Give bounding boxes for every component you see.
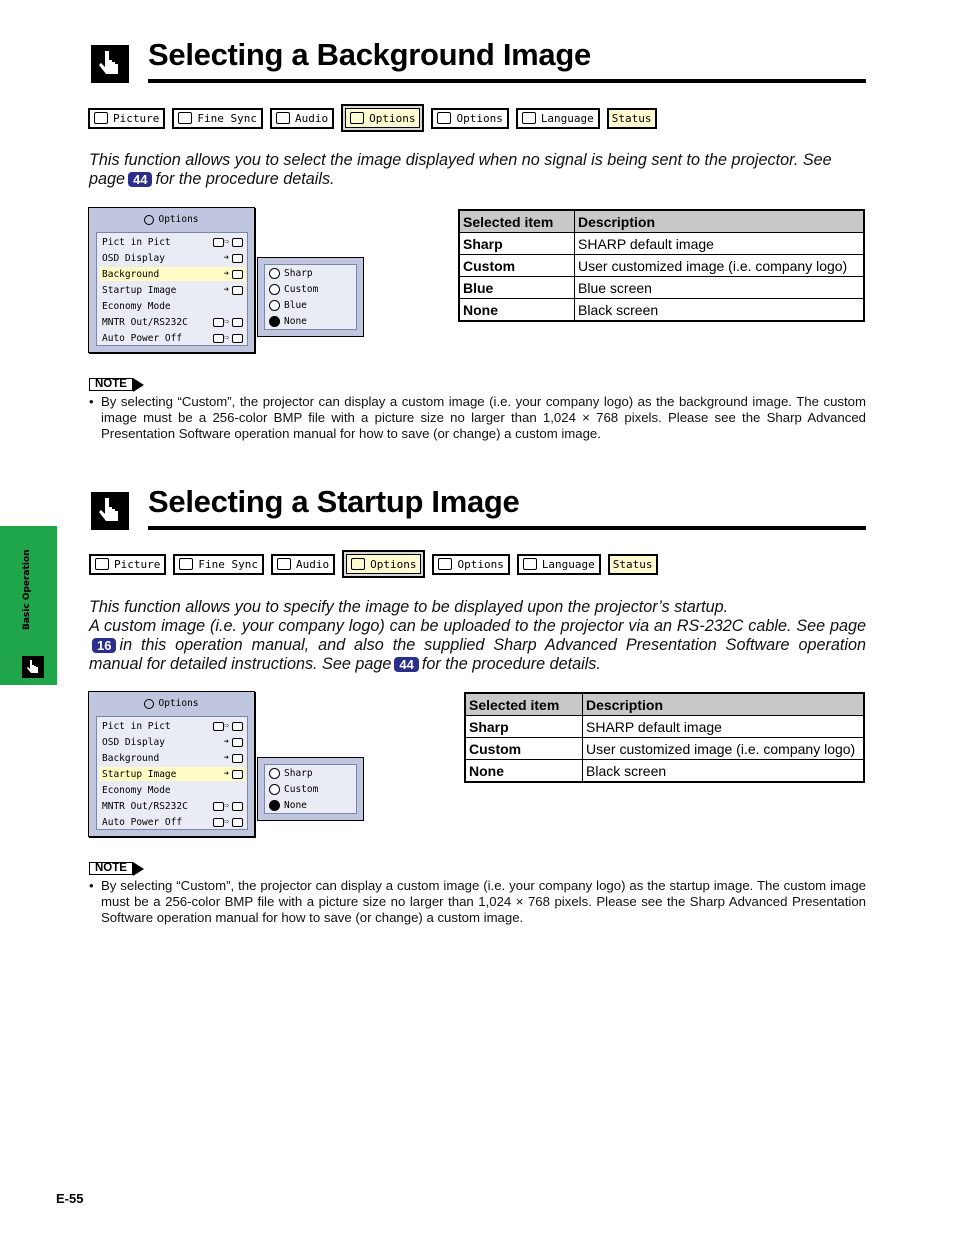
options-menu-screenshot [88,691,255,837]
menu-tab-label: Status [611,111,652,125]
submenu-option[interactable] [267,298,354,312]
menu-tab-picture[interactable] [88,108,165,129]
option-image-icon [269,800,280,811]
menu-tab-bar [88,104,664,132]
menu-tab-bar [89,550,665,578]
setting-box-icon [232,286,243,295]
table-cell-item: None [459,299,575,322]
osd-menu-item-label: MNTR Out/RS232C [102,316,188,328]
osd-menu-item[interactable] [99,767,245,781]
options-icon [144,215,154,225]
menu-tab-label: Fine Sync [198,557,258,571]
osd-menu-item-label: Background [102,268,160,280]
option-image-icon [269,300,280,311]
osd-menu-item-label: Pict in Pict [102,720,171,732]
submenu-option-label: Blue [284,299,307,311]
menu-tab-status[interactable] [607,108,657,129]
osd-menu-item-label: Pict in Pict [102,236,171,248]
table-header-cell: Description [575,210,865,233]
submenu-option[interactable] [267,266,354,280]
menu-tab-label: Language [540,111,594,125]
osd-item-indicator [224,738,245,747]
menu-tab-fine-sync[interactable] [172,108,263,129]
setting-box-icon [232,722,243,731]
setting-box-icon [232,754,243,763]
osd-item-indicator [210,334,245,343]
table-cell-item: None [465,760,583,783]
submenu-option-label: None [284,799,307,811]
arrow-right-icon: ➔ [223,268,229,279]
setting-box-icon [213,334,224,343]
section-title-startup: Selecting a Startup Image [148,484,520,519]
chapter-label: Basic Operation [22,549,32,630]
arrow-right-icon: ⇨ [223,236,229,247]
table-header-row [465,693,864,716]
table-cell-item: Custom [459,255,575,277]
table-row [465,760,864,783]
option-image-icon [269,768,280,779]
menu-tab-audio[interactable] [270,108,334,129]
menu-tab-label: Status [612,557,653,571]
options-icon [350,112,364,124]
hand-pointer-icon [91,492,129,530]
menu-tab-audio[interactable] [271,554,335,575]
arrow-right-icon: ⇨ [223,800,229,811]
menu-tab-picture[interactable] [89,554,166,575]
page-ref-badge[interactable]: 44 [128,172,152,187]
osd-menu-item[interactable] [99,331,245,345]
table-row [465,716,864,738]
page-number: E-55 [56,1191,84,1206]
osd-menu-item[interactable] [99,799,245,813]
osd-menu-item[interactable] [99,751,245,765]
osd-menu-item-label: Auto Power Off [102,332,183,344]
osd-menu-item-label: OSD Display [102,252,165,264]
table-cell-item: Custom [465,738,583,760]
setting-box-icon [232,818,243,827]
osd-menu-item[interactable] [99,235,245,249]
options-icon [144,699,154,709]
osd-menu-item[interactable] [99,719,245,733]
menu-tab-label: Options [369,111,416,125]
startup-submenu-screenshot [257,757,364,821]
note-badge: NOTE [89,862,144,875]
arrow-right-icon: ⇨ [223,816,229,827]
menu-tab-label: Picture [114,557,161,571]
osd-menu-item[interactable] [99,815,245,829]
menu-tab-label: Picture [113,111,160,125]
intro-text-background: This function allows you to select the image displayed when no signal is being sent to the projector. See page 44 for the procedure details. [89,151,832,188]
osd-menu-item-label: Economy Mode [102,784,171,796]
menu-tab-label: Fine Sync [197,111,257,125]
intro-text-startup: This function allows you to specify the image to be displayed upon the projector’s startup. A custom image (i.e. your company logo) can be uploaded to the projector via an RS-232C cable. See page16 in this operation manual, and also the supplied Sharp Advanced Presentation Software operation manual for detailed instructions. See page 44 for the procedure details. [89,598,866,673]
setting-box-icon [232,334,243,343]
osd-title: Options [158,214,199,225]
options-icon [437,112,451,124]
osd-item-indicator [224,270,245,279]
osd-item-indicator [210,818,245,827]
menu-tab-fine-sync[interactable] [173,554,264,575]
osd-item-indicator [224,754,245,763]
osd-menu-item-label: OSD Display [102,736,165,748]
setting-box-icon [232,254,243,263]
note-badge: NOTE [89,378,144,391]
table-header-cell: Description [583,693,865,716]
language-icon [523,558,537,570]
fine-sync-icon [178,112,192,124]
bullet-icon: • [89,878,94,893]
table-cell-description: Black screen [583,760,865,783]
submenu-option[interactable] [267,782,354,796]
arrow-right-icon: ➔ [223,252,229,263]
osd-menu-item[interactable] [99,267,245,281]
bullet-icon: • [89,394,94,409]
setting-box-icon [213,802,224,811]
table-row [459,233,864,255]
table-cell-description: User customized image (i.e. company logo) [575,255,865,277]
menu-tab-options[interactable] [431,108,508,129]
options-menu-screenshot [88,207,255,353]
arrow-right-icon: ➔ [223,752,229,763]
submenu-option-label: Sharp [284,267,313,279]
setting-box-icon [232,738,243,747]
note-text-background: • By selecting “Custom”, the projector can display a custom image (i.e. your company logo) as the background image. The custom image must be a 256-color BMP file with a picture size no larger than 1,024 × 768 pixels. Please see the Sharp Advanced Presentation Software operation manual for how to save (or change) a custom image. [89,394,866,441]
submenu-option-label: None [284,315,307,327]
osd-panel [96,232,248,346]
menu-tab-label: Audio [294,111,329,125]
note-text-startup: • By selecting “Custom”, the projector can display a custom image (i.e. your company logo) as the startup image. The custom image must be a 256-color BMP file with a picture size no larger than 1,024 × 768 pixels. Please see the Sharp Advanced Presentation Software operation manual for how to save (or change) a custom image. [89,878,866,925]
fine-sync-icon [179,558,193,570]
submenu-option-label: Sharp [284,767,313,779]
setting-box-icon [232,270,243,279]
table-cell-description: Black screen [575,299,865,322]
table-cell-item: Blue [459,277,575,299]
submenu-option-label: Custom [284,283,319,295]
table-row [459,299,864,322]
submenu-panel [264,264,357,330]
osd-menu-item[interactable] [99,315,245,329]
osd-menu-item[interactable] [99,251,245,265]
submenu-option[interactable] [267,766,354,780]
osd-menu-item[interactable] [99,783,245,797]
table-header-cell: Selected item [459,210,575,233]
options-icon [351,558,365,570]
table-cell-description: Blue screen [575,277,865,299]
arrow-right-icon: ➔ [223,768,229,779]
table-row [459,277,864,299]
osd-menu-item-label: Background [102,752,160,764]
menu-tab-label: Audio [295,557,330,571]
setting-box-icon [232,238,243,247]
setting-box-icon [213,318,224,327]
option-image-icon [269,784,280,795]
note-arrow-icon [133,378,144,392]
speaker-icon [276,112,290,124]
table-cell-item: Sharp [465,716,583,738]
osd-item-indicator [210,722,245,731]
osd-menu-item-label: Startup Image [102,284,177,296]
menu-tab-options[interactable] [341,104,424,132]
note-arrow-icon [133,862,144,876]
option-image-icon [269,284,280,295]
menu-tab-label: Options [456,111,503,125]
submenu-option-label: Custom [284,783,319,795]
menu-tab-label: Language [541,557,595,571]
table-row [465,738,864,760]
submenu-option[interactable] [267,798,354,812]
section-title-background: Selecting a Background Image [148,37,591,72]
picture-icon [94,112,108,124]
osd-item-indicator [224,770,245,779]
osd-menu-item-label: Economy Mode [102,300,171,312]
arrow-right-icon: ⇨ [223,316,229,327]
picture-icon [95,558,109,570]
arrow-right-icon: ➔ [223,284,229,295]
table-cell-description: User customized image (i.e. company logo) [583,738,865,760]
background-submenu-screenshot [257,257,364,337]
osd-item-indicator [210,802,245,811]
setting-box-icon [213,818,224,827]
setting-box-icon [232,802,243,811]
startup-options-table [464,692,865,783]
table-cell-description: SHARP default image [575,233,865,255]
menu-tab-language[interactable] [517,554,601,575]
page-ref-badge[interactable]: 44 [394,657,418,672]
setting-box-icon [213,722,224,731]
title-rule [148,79,866,83]
osd-item-indicator [210,238,245,247]
arrow-right-icon: ⇨ [223,332,229,343]
osd-item-indicator [224,254,245,263]
menu-tab-language[interactable] [516,108,600,129]
arrow-right-icon: ➔ [223,736,229,747]
osd-menu-item-label: MNTR Out/RS232C [102,800,188,812]
submenu-panel [264,764,357,814]
osd-menu-item[interactable] [99,735,245,749]
option-image-icon [269,316,280,327]
active-tab-inner [346,554,421,574]
arrow-right-icon: ⇨ [223,720,229,731]
setting-box-icon [232,318,243,327]
osd-title: Options [158,698,199,709]
hand-pointer-icon [22,656,44,678]
menu-tab-label: Options [370,557,417,571]
osd-item-indicator [210,318,245,327]
menu-tab-options[interactable] [342,550,425,578]
osd-menu-item[interactable] [99,283,245,297]
hand-pointer-icon [91,45,129,83]
osd-menu-item-label: Auto Power Off [102,816,183,828]
osd-menu-item[interactable] [99,299,245,313]
active-tab-inner [345,108,420,128]
osd-panel [96,716,248,830]
menu-tab-label: Options [457,557,504,571]
table-cell-item: Sharp [459,233,575,255]
setting-box-icon [213,238,224,247]
speaker-icon [277,558,291,570]
language-icon [522,112,536,124]
table-header-row [459,210,864,233]
submenu-option[interactable] [267,314,354,328]
menu-tab-status[interactable] [608,554,658,575]
background-options-table [458,209,865,322]
menu-tab-options[interactable] [432,554,509,575]
option-image-icon [269,268,280,279]
table-header-cell: Selected item [465,693,583,716]
table-cell-description: SHARP default image [583,716,865,738]
osd-menu-item-label: Startup Image [102,768,177,780]
options-icon [438,558,452,570]
setting-box-icon [232,770,243,779]
page-ref-badge[interactable]: 16 [92,638,116,653]
osd-item-indicator [224,286,245,295]
table-row [459,255,864,277]
title-rule [148,526,866,530]
submenu-option[interactable] [267,282,354,296]
